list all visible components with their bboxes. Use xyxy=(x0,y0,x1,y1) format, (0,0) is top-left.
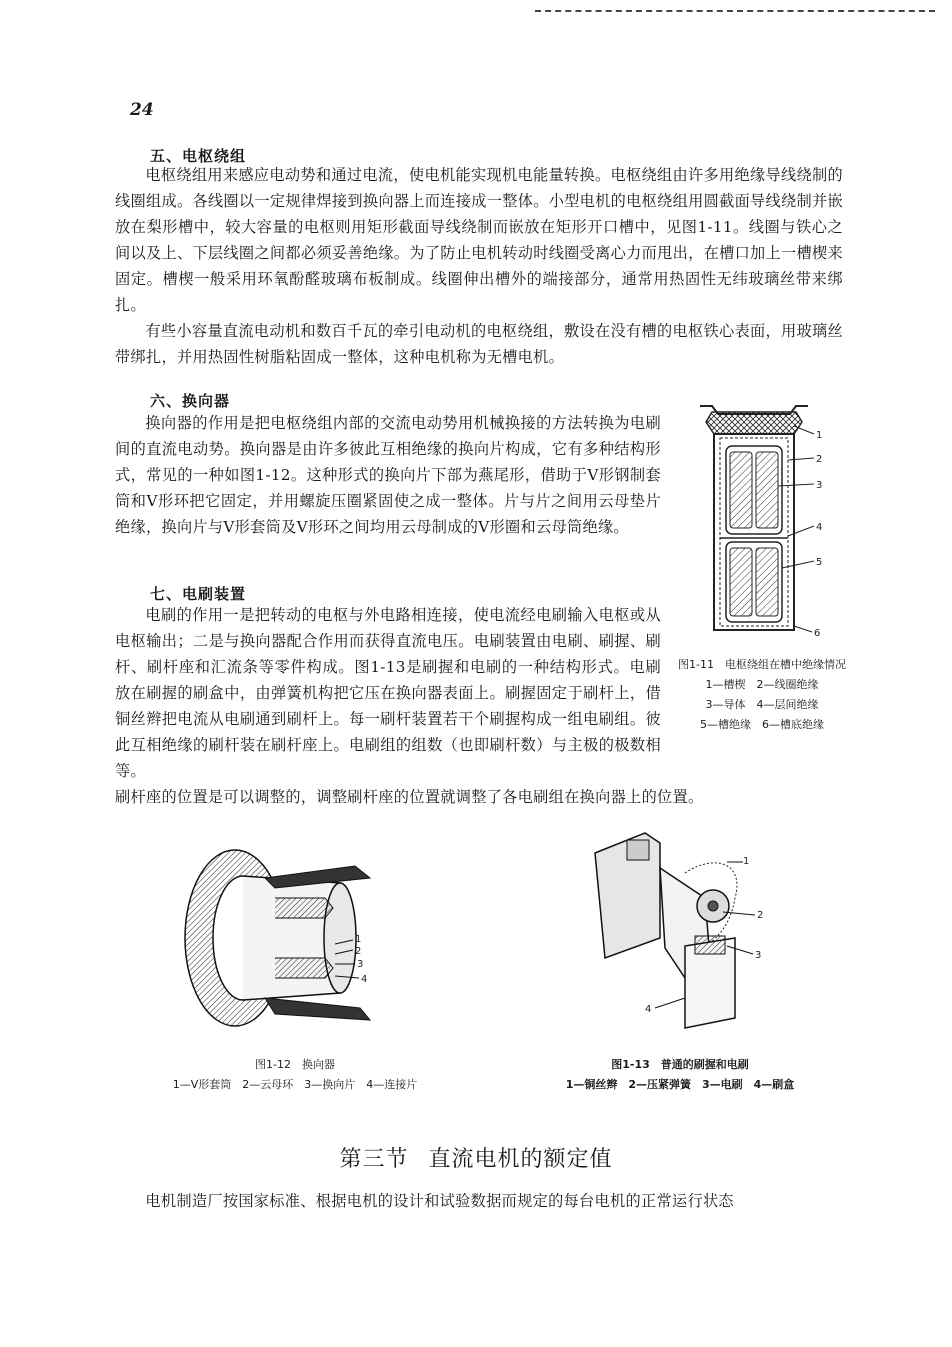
label-3: 3 xyxy=(755,950,762,961)
figure-1-13-brush-holder xyxy=(585,828,785,1038)
label-1: 1 xyxy=(743,856,750,867)
heading-armature-winding: 五、电枢绕组 xyxy=(150,147,247,165)
label-2: 2 xyxy=(355,946,362,957)
label-4: 4 xyxy=(645,1004,652,1015)
figure-title: 图1-13 普通的刷握和电刷 xyxy=(611,1058,749,1071)
figure-1-12-commutator xyxy=(175,838,395,1028)
figure-1-11-caption xyxy=(672,655,852,735)
paragraph: 电刷的作用一是把转动的电枢与外电路相连接，使电流经电刷输入电枢或从电枢输出；二是与换向器配合作用而获得直流电压。电刷装置由电刷、刷握、刷杆、刷杆座和汇流条等零件构成。图1-13是刷握和电刷的一种结构形式。电刷放在刷握的刷盒中，由弹簧机构把它压在换向器表面上。刷握固定于刷杆上，借铜丝辫把电流从电刷通到刷杆上。每一刷杆装置若干个刷握构成一组电刷组。彼此互相绝缘的刷杆装在刷杆座上。电刷组的组数（也即刷杆数）与主极的极数相等。 xyxy=(115,606,661,780)
label-2: 2 xyxy=(757,910,764,921)
figure-1-13-caption xyxy=(530,1055,830,1095)
label-5: 5 xyxy=(816,557,823,568)
label-4: 4 xyxy=(816,522,823,533)
label-4: 4 xyxy=(361,974,368,985)
figure-legend: 5—槽绝缘 6—槽底绝缘 xyxy=(700,718,824,731)
label-3: 3 xyxy=(357,959,364,970)
rated-values-intro xyxy=(115,1188,843,1214)
paragraph: 电机制造厂按国家标准、根据电机的设计和试验数据而规定的每台电机的正常运行状态 xyxy=(145,1192,734,1210)
label-1: 1 xyxy=(355,934,362,945)
heading-commutator: 六、换向器 xyxy=(150,392,231,410)
section-name: 直流电机的额定值 xyxy=(428,1147,613,1172)
top-edge-dash-rule xyxy=(535,10,935,12)
figure-title: 图1-12 换向器 xyxy=(255,1058,335,1071)
section-number: 第三节 xyxy=(339,1147,409,1172)
figure-title: 图1-11 电枢绕组在槽中绝缘情况 xyxy=(678,658,846,671)
paragraph: 有些小容量直流电动机和数百千瓦的牵引电动机的电枢绕组，敷设在没有槽的电枢铁心表面，用玻璃丝带绑扎，并用热固性树脂粘固成一整体，这种电机称为无槽电机。 xyxy=(115,322,843,366)
brush-gear-text-continued xyxy=(115,784,843,810)
paragraph: 换向器的作用是把电枢绕组内部的交流电动势用机械换接的方法转换为电刷间的直流电动势。换向器是由许多彼此互相绝缘的换向片构成，它有多种结构形式，常见的一种如图1-12。这种形式的换向片下部为燕尾形，借助于V形钢制套筒和V形环把它固定，并用螺旋压圈紧固使之成一整体。片与片之间用云母垫片绝缘，换向片与V形套筒及V形环之间均用云母制成的V形圈和云母筒绝缘。 xyxy=(115,414,661,536)
commutator-text xyxy=(115,410,661,540)
label-1: 1 xyxy=(816,430,823,441)
figure-legend: 3—导体 4—层间绝缘 xyxy=(705,698,819,711)
figure-legend: 1—铜丝辫 2—压紧弹簧 3—电刷 4—刷盒 xyxy=(565,1078,795,1091)
label-2: 2 xyxy=(816,454,823,465)
figure-legend: 1—槽楔 2—线圈绝缘 xyxy=(705,678,819,691)
paragraph: 电枢绕组用来感应电动势和通过电流，使电机能实现机电能量转换。电枢绕组由许多用绝缘导线绕制的线圈组成。各线圈以一定规律焊接到换向器上而连接成一整体。小型电机的电枢绕组用圆截面导线绕制并嵌放在梨形槽中，较大容量的电枢则用矩形截面导线绕制而嵌放在矩形开口槽中，见图1-11。线圈与铁心之间以及上、下层线圈之间都必须妥善绝缘。为了防止电机转动时线圈受离心力而甩出，在槽口加上一槽楔来固定。槽楔一般采用环氧酚醛玻璃布板制成。线圈伸出槽外的端接部分，通常用热固性无纬玻璃丝带来绑扎。 xyxy=(115,166,843,314)
label-6: 6 xyxy=(814,628,821,639)
page-number: 24 xyxy=(130,100,154,120)
paragraph: 刷杆座的位置是可以调整的，调整刷杆座的位置就调整了各电刷组在换向器上的位置。 xyxy=(115,788,704,806)
figure-legend: 1—V形套筒 2—云母环 3—换向片 4—连接片 xyxy=(172,1078,418,1091)
heading-brush-gear: 七、电刷装置 xyxy=(150,585,247,603)
armature-winding-text xyxy=(115,162,843,370)
brush-gear-text xyxy=(115,602,661,784)
section-title xyxy=(0,1142,952,1173)
label-3: 3 xyxy=(816,480,823,491)
figure-1-12-caption xyxy=(165,1055,425,1095)
figure-1-11-slot-insulation xyxy=(690,398,840,648)
